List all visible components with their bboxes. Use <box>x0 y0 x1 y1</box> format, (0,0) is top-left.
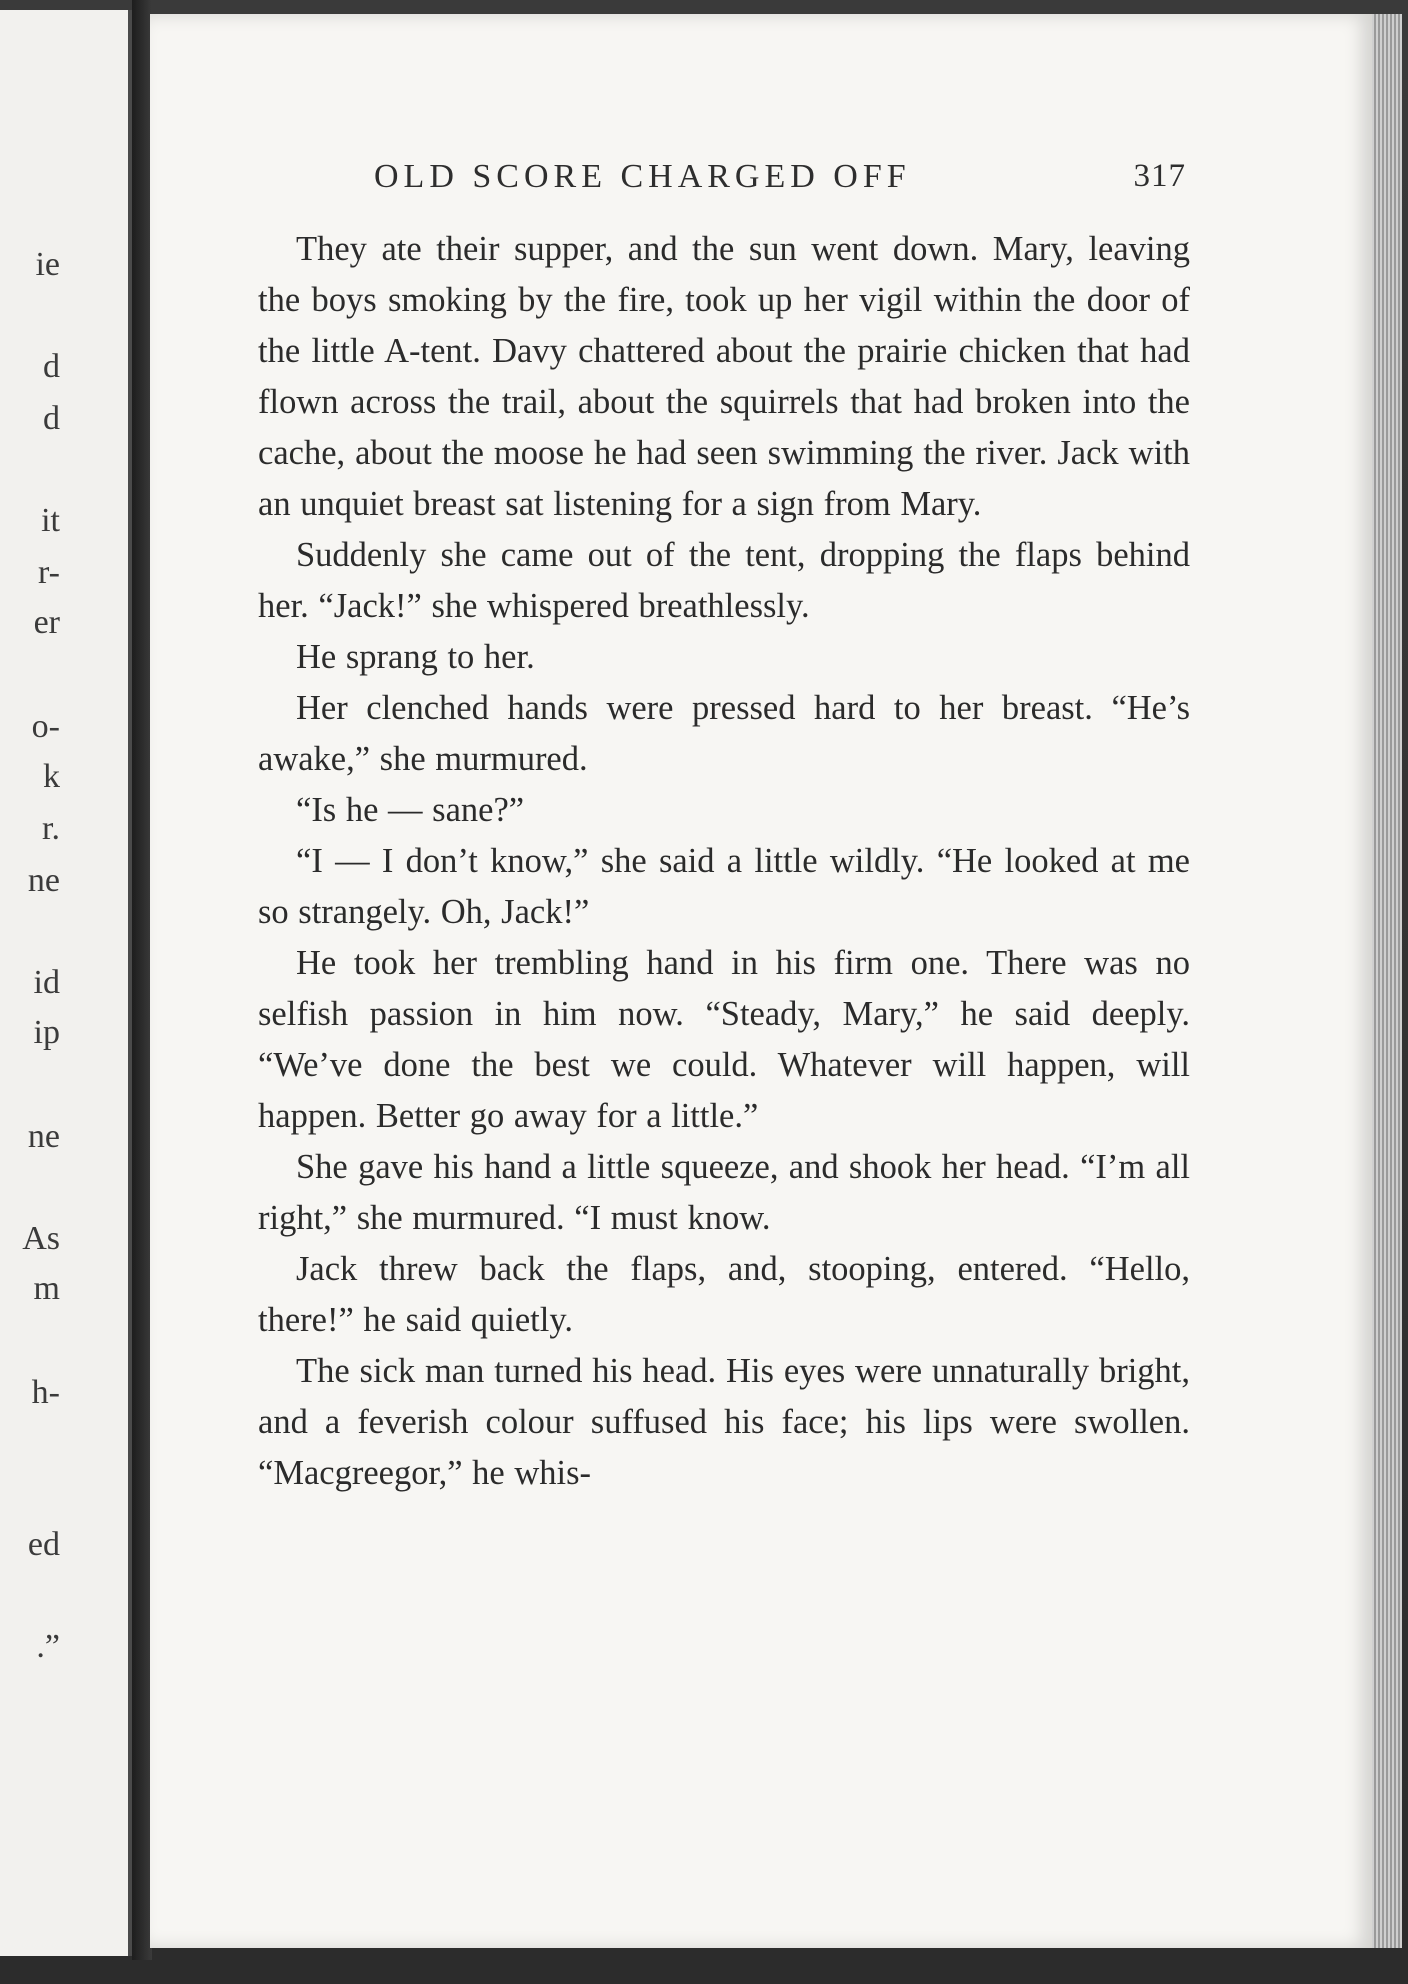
left-page-text-fragment: it <box>41 502 60 539</box>
paragraph: “I — I don’t know,” she said a little wildly. “He looked at me so strangely. Oh, Jack!” <box>258 842 1190 931</box>
paragraph: Jack threw back the flaps, and, stooping, entered. “Hello, there!” he said quietly. <box>258 1250 1190 1339</box>
body-text <box>258 224 1190 1499</box>
left-page-text-fragment: er <box>33 604 60 641</box>
paragraph: They ate their supper, and the sun went down. Mary, leaving the boys smoking by the fire, took up her vigil within the door of the little A-tent. Davy chattered about the prairie chicken that had flown across the trail, about the squirrels that had broken into the cache, about the moose he had seen swimming the river. Jack with an unquiet breast sat listening for a sign from Mary. <box>258 230 1190 523</box>
running-title: OLD SCORE CHARGED OFF <box>374 158 911 195</box>
left-page-text-fragment: ed <box>27 1526 60 1563</box>
paragraph: She gave his hand a little squeeze, and shook her head. “I’m all right,” she murmured. “I must know. <box>258 1148 1190 1237</box>
left-page-text-fragment: .” <box>36 1628 60 1665</box>
left-page-text-fragment: r. <box>42 810 60 847</box>
left-page-text-fragment: ie <box>35 246 60 283</box>
left-page-text-fragment: d <box>43 348 60 385</box>
left-page-text-fragment: ip <box>33 1014 60 1051</box>
left-page-text-fragment: r- <box>38 554 60 591</box>
left-page-text-fragment: ne <box>27 1118 60 1155</box>
paragraph: He took her trembling hand in his firm one. There was no selfish passion in him now. “Steady, Mary,” he said deeply. “We’ve done the best we could. Whatever will happen, will happen. Better go away for a little.” <box>258 944 1190 1135</box>
left-page-fragment <box>0 10 132 1956</box>
page-header <box>374 158 1186 202</box>
book-gutter <box>132 0 152 1960</box>
left-page-text-fragment: o- <box>31 708 60 745</box>
page-edge <box>1372 14 1402 1948</box>
page-number: 317 <box>1133 158 1186 194</box>
left-page-text-fragment: h- <box>31 1374 60 1411</box>
left-page-text-fragment: ne <box>27 862 60 899</box>
left-page-text-fragment: m <box>33 1270 60 1307</box>
paragraph: The sick man turned his head. His eyes were unnaturally bright, and a feverish colour suffused his face; his lips were swollen. “Macgreegor,” he whis- <box>258 1352 1190 1492</box>
paragraph: Her clenched hands were pressed hard to her breast. “He’s awake,” she murmured. <box>258 689 1190 778</box>
paragraph: He sprang to her. <box>296 638 535 676</box>
paragraph: Suddenly she came out of the tent, dropping the flaps behind her. “Jack!” she whispered breathlessly. <box>258 536 1190 625</box>
left-page-text-fragment: id <box>33 964 60 1001</box>
left-page-text-fragment: As <box>22 1220 60 1257</box>
left-page-text-fragment: k <box>43 758 60 795</box>
paragraph: “Is he — sane?” <box>296 791 525 829</box>
left-page-text-fragment: d <box>43 400 60 437</box>
